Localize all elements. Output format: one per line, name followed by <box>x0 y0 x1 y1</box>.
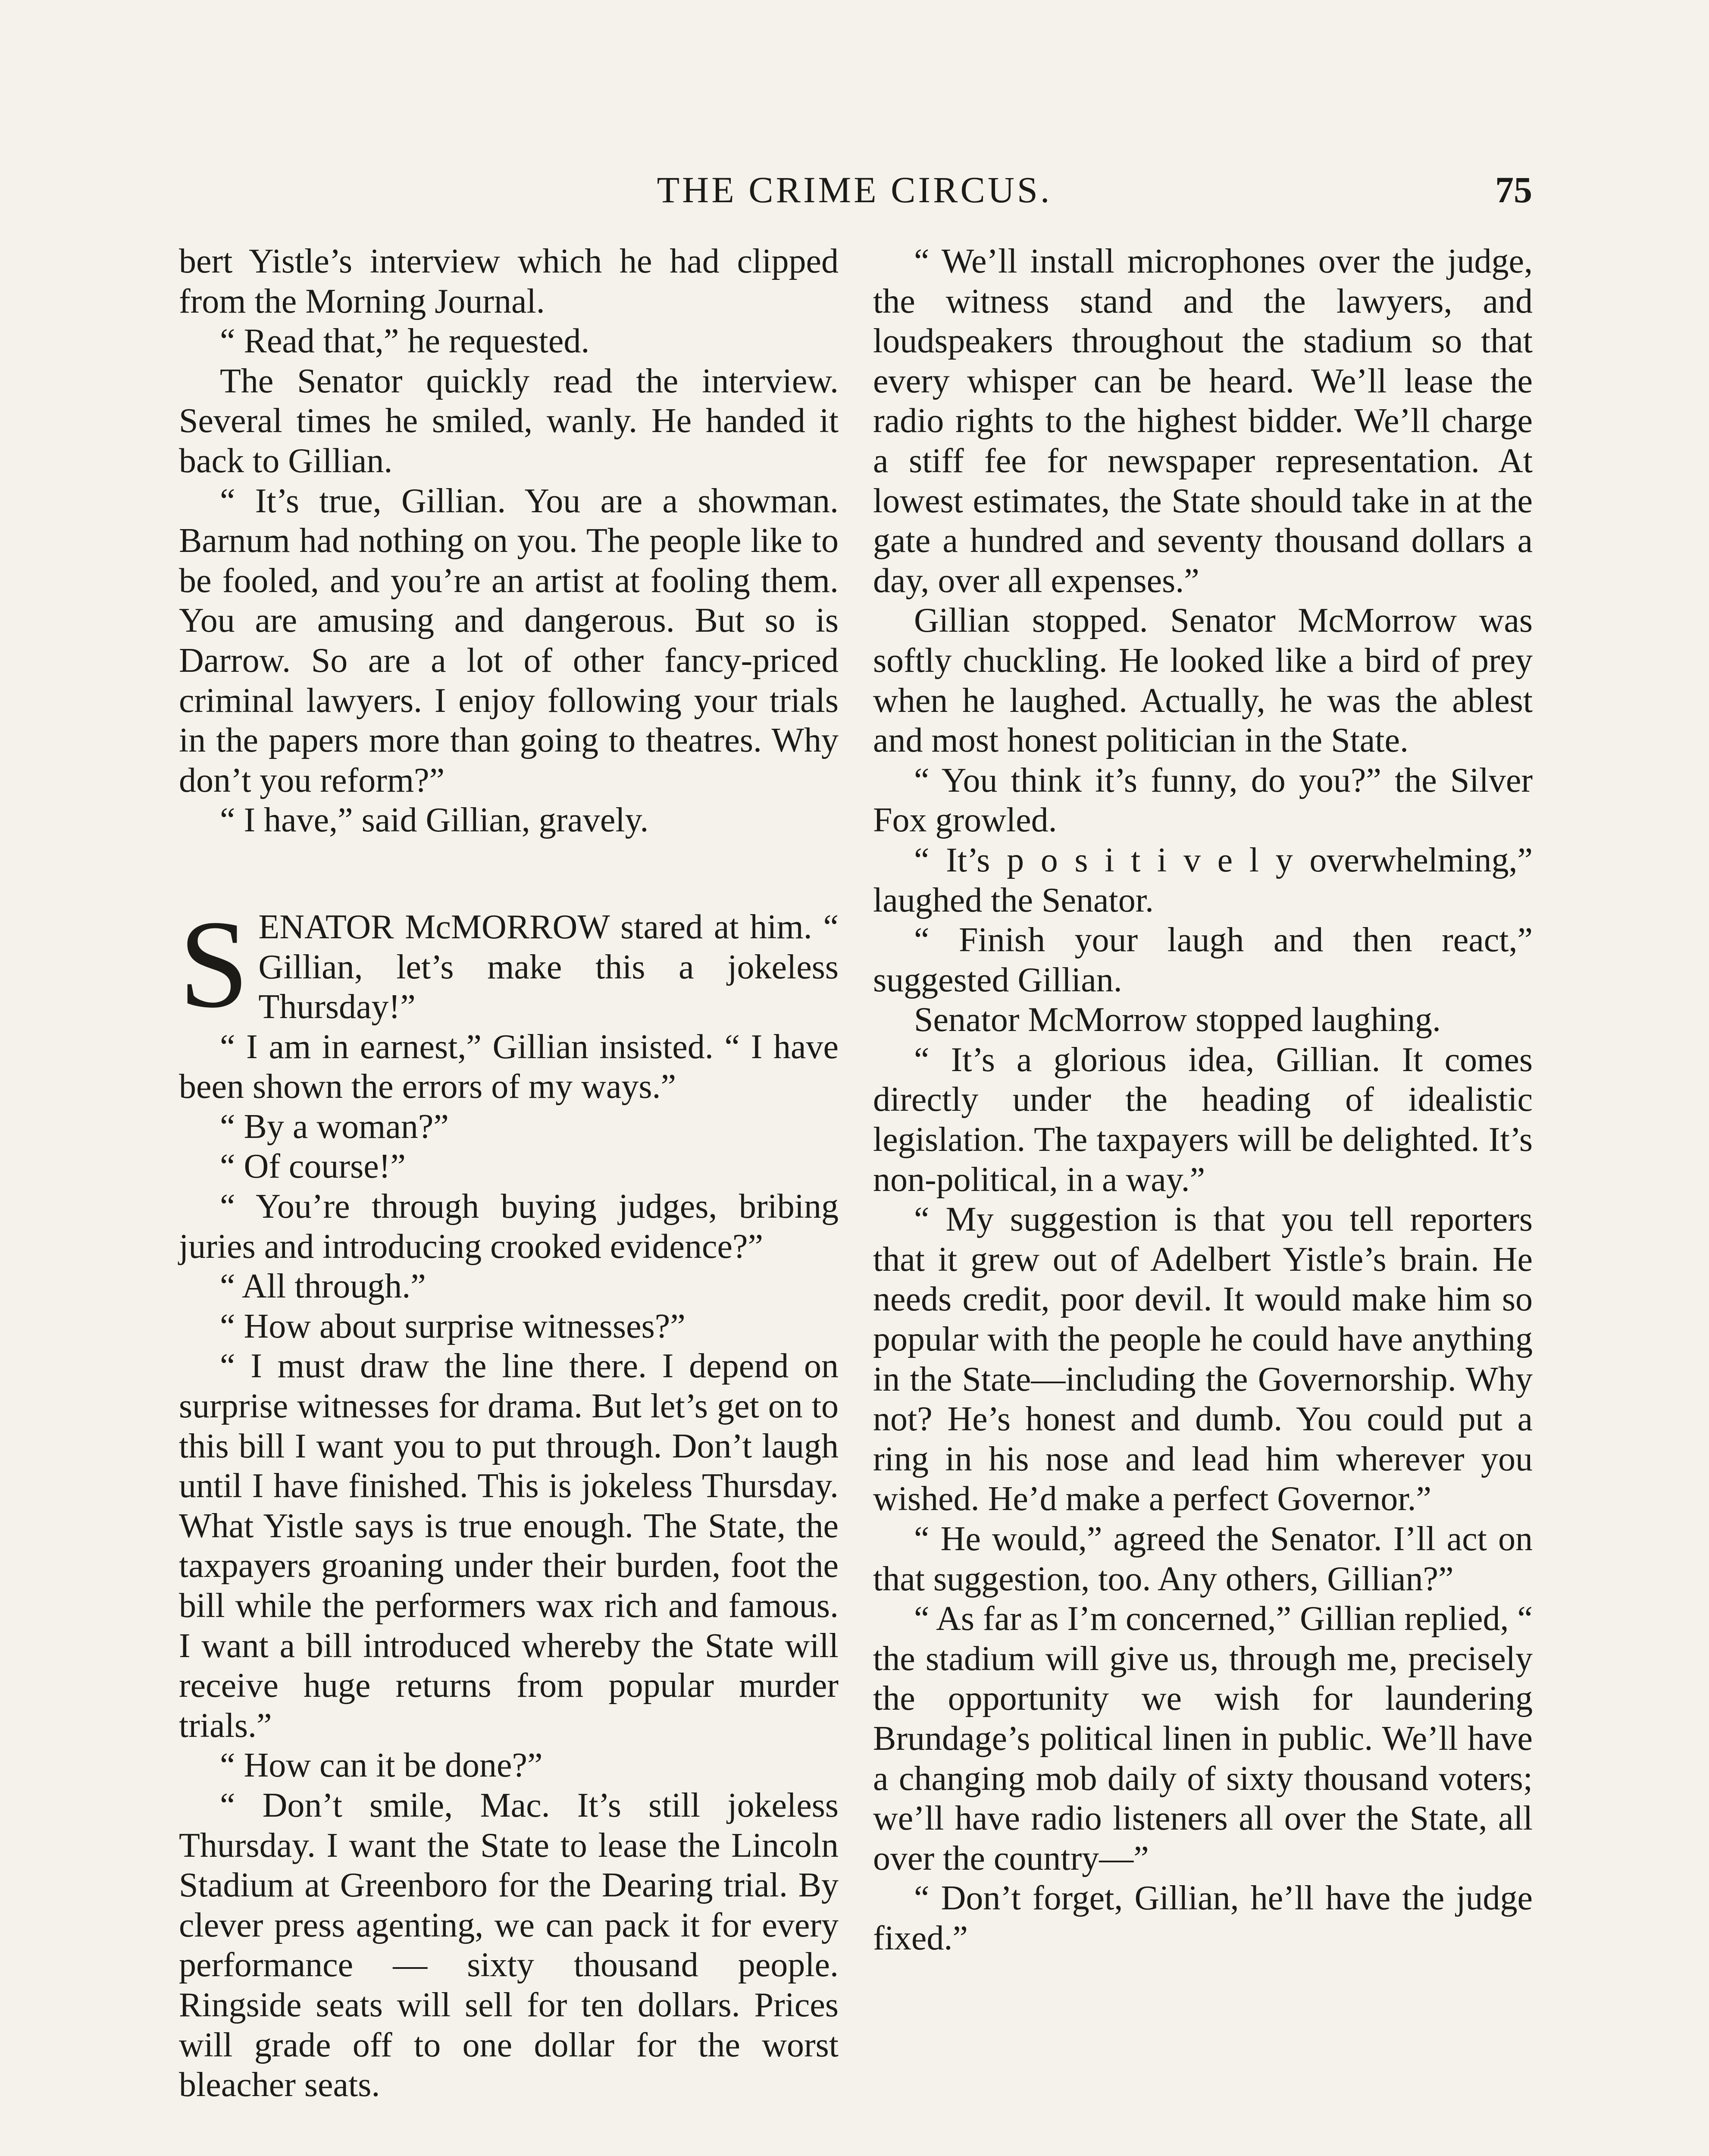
paragraph: “ All through.” <box>220 1267 426 1306</box>
paragraph: bert Yistle’s interview which he had clipped from the Morning Journal. <box>179 242 839 320</box>
paragraph: “ It’s p o s i t i v e l y overwhelming,” laughed the Senator. <box>873 841 1533 919</box>
paragraph: “ My suggestion is that you tell reporters that it grew out of Adelbert Yistle’s brain. He needs credit, poor devil. It would make him so popular with the people he could have anything in the State—including the Governorship. Why not? He’s honest and dumb. You could put a ring in his nose and lead him wherever you wished. He’d make a perfect Governor.” <box>873 1200 1533 1518</box>
paragraph: “ Don’t smile, Mac. It’s still jokeless Thursday. I want the State to lease the Lincoln Stadium at Greenboro for the Dearing trial. By clever press agenting, we can pack it for every performance — sixty thousand people. Ringside seats will sell for ten dollars. Prices will grade off to one dollar for the worst bleacher seats. <box>179 1786 839 2104</box>
section-opening-paragraph <box>179 894 839 1034</box>
paragraph: Gillian stopped. Senator McMorrow was softly chuckling. He looked like a bird of prey when he laughed. Actually, he was the ablest and most honest politician in the State. <box>873 602 1533 760</box>
paragraph: “ I must draw the line there. I depend on surprise witnesses for drama. But let’s get on to this bill I want you to put through. Don’t laugh until I have finished. This is jokeless Thursday. What Yistle says is true enough. The State, the taxpayers groaning under their burden, foot the bill while the performers wax rich and famous. I want a bill introduced whereby the State will receive huge returns from popular murder trials.” <box>179 1347 839 1745</box>
page-header <box>0 166 1709 213</box>
paragraph: Senator McMorrow stopped laughing. <box>914 1001 1441 1039</box>
paragraph: “ It’s a glorious idea, Gillian. It comes directly under the heading of idealistic legislation. The taxpayers will be delighted. It’s non-political, in a way.” <box>873 1040 1533 1199</box>
section-break <box>179 840 839 907</box>
paragraph: “ You think it’s funny, do you?” the Silver Fox growled. <box>873 761 1533 840</box>
section-opening-text: ENATOR McMORROW stared at him. “ Gillian, let’s make this a jokeless Thursday!” <box>258 908 839 1026</box>
left-column <box>179 241 839 2105</box>
paragraph: “ I am in earnest,” Gillian insisted. “ I have been shown the errors of my ways.” <box>179 1028 839 1106</box>
paragraph: The Senator quickly read the interview. Several times he smiled, wanly. He handed it back to Gillian. <box>179 362 839 480</box>
paragraph: “ You’re through buying judges, bribing juries and introducing crooked evidence?” <box>179 1188 839 1266</box>
paragraph: “ How can it be done?” <box>220 1746 543 1785</box>
drop-cap: S <box>179 894 249 1034</box>
paragraph: “ Of course!” <box>220 1147 406 1186</box>
paragraph: “ He would,” agreed the Senator. I’ll act on that suggestion, too. Any others, Gillian?” <box>873 1520 1533 1598</box>
paragraph: “ Don’t forget, Gillian, he’ll have the judge fixed.” <box>873 1879 1533 1957</box>
paragraph: “ Read that,” he requested. <box>220 322 590 360</box>
paragraph: “ As far as I’m concerned,” Gillian replied, “ the stadium will give us, through me, precisely the opportunity we wish for laundering Brundage’s political linen in public. We’ll have a changing mob daily of sixty thousand voters; we’ll have radio listeners all over the State, all over the country—” <box>873 1600 1533 1877</box>
running-title: THE CRIME CIRCUS. <box>657 169 1052 210</box>
page-number: 75 <box>1495 169 1532 210</box>
paragraph: “ How about surprise witnesses?” <box>220 1307 685 1345</box>
paragraph: “ Finish your laugh and then react,” suggested Gillian. <box>873 921 1533 999</box>
paragraph: “ We’ll install microphones over the judge, the witness stand and the lawyers, and loudspeakers throughout the stadium so that every whisper can be heard. We’ll lease the radio rights to the highest bidder. We’ll charge a stiff fee for newspaper representation. At lowest estimates, the State should take in at the gate a hundred and seventy thousand dollars a day, over all expenses.” <box>873 242 1533 600</box>
right-column <box>873 241 1533 1959</box>
paragraph: “ It’s true, Gillian. You are a showman. Barnum had nothing on you. The people like to be fooled, and you’re an artist at fooling them. You are amusing and dangerous. But so is Darrow. So are a lot of other fancy-priced criminal lawyers. I enjoy following your trials in the papers more than going to theatres. Why don’t you reform?” <box>179 482 839 799</box>
paragraph: “ I have,” said Gillian, gravely. <box>220 801 649 840</box>
paragraph: “ By a woman?” <box>220 1107 449 1146</box>
